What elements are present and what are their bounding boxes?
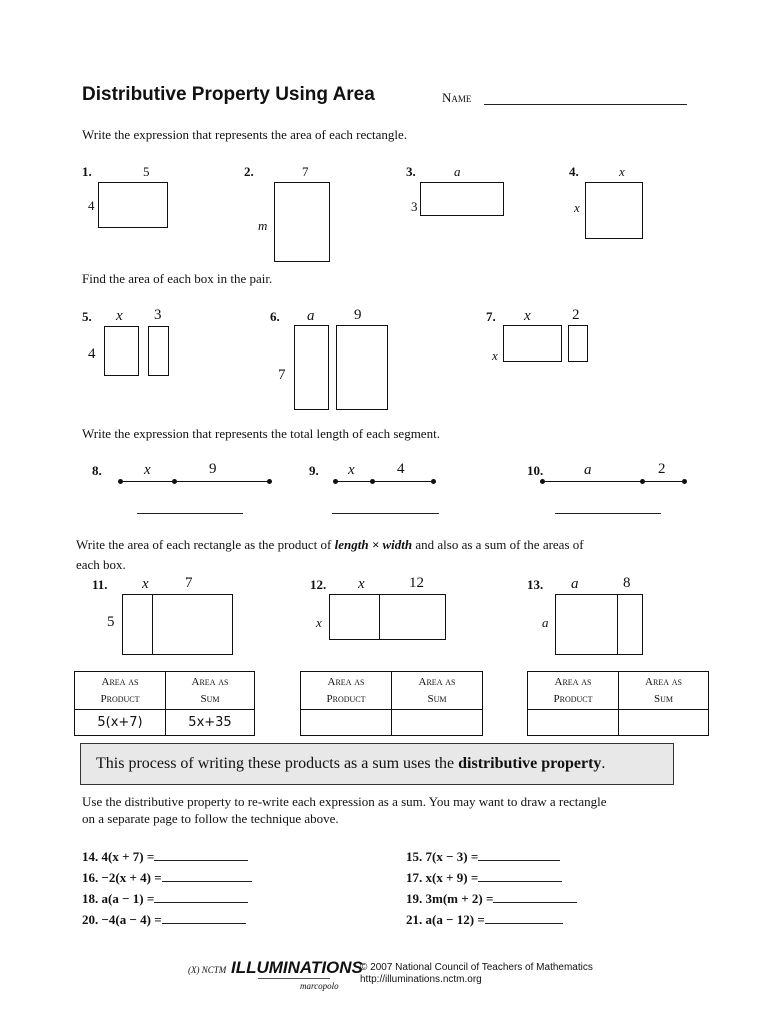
dimension-label: x [619, 164, 625, 179]
answer-line[interactable] [493, 890, 577, 903]
answer-line[interactable] [137, 513, 243, 514]
problem-number: 7. [486, 309, 496, 324]
copyright-text: © 2007 National Council of Teachers of Mathematics [360, 962, 593, 973]
illuminations-logo [188, 958, 363, 978]
segment-point [118, 479, 123, 484]
expression-14: 14. 4(x + 7) = [82, 848, 248, 865]
dimension-label: x [358, 576, 365, 592]
answer-product[interactable] [301, 710, 392, 736]
callout-period: . [601, 755, 606, 772]
rectangle [420, 182, 504, 216]
rectangle [98, 182, 168, 228]
answer-sum[interactable] [619, 710, 709, 736]
instruction-1: Write the expression that represents the area of each rectangle. [82, 127, 408, 142]
header-product: Area as Product [528, 672, 619, 710]
dimension-label: x [524, 308, 531, 324]
rectangle [555, 594, 643, 655]
segment-point [172, 479, 177, 484]
header-sum: Area as Sum [619, 672, 709, 710]
dimension-label: x [316, 615, 322, 630]
expression-18: 18. a(a − 1) = [82, 890, 248, 907]
dimension-label: 2 [572, 307, 580, 323]
answer-line[interactable] [485, 911, 563, 924]
segment-point [640, 479, 645, 484]
answer-line[interactable] [555, 513, 661, 514]
expression-16: 16. −2(x + 4) = [82, 869, 252, 886]
callout-emphasis: distributive property [458, 755, 602, 772]
segment-label: x [144, 462, 151, 478]
box-divider [152, 594, 153, 655]
segment-label: a [584, 462, 592, 478]
problem-number: 2. [244, 164, 254, 179]
answer-line[interactable] [154, 848, 248, 861]
segment-point [333, 479, 338, 484]
footer-url[interactable]: http://illuminations.nctm.org [360, 974, 482, 985]
problem-number: 9. [309, 463, 319, 478]
answer-line[interactable] [154, 890, 248, 903]
copyright [360, 962, 593, 986]
instruction-text: Write the area of each rectangle as the product of [76, 537, 332, 552]
problem-number: 4. [569, 164, 579, 179]
problem-number: 8. [92, 463, 102, 478]
dimension-label: 7 [302, 164, 309, 179]
problem-number: 3. [406, 164, 416, 179]
rectangle [329, 594, 446, 640]
box [503, 325, 562, 362]
dimension-label: x [574, 200, 580, 215]
box [294, 325, 329, 410]
dimension-label: x [142, 576, 149, 592]
box [104, 326, 139, 376]
expression-17: 17. x(x + 9) = [406, 869, 562, 886]
area-table [74, 671, 255, 736]
box-divider [617, 594, 618, 655]
segment-point [267, 479, 272, 484]
dimension-label: 7 [278, 367, 286, 383]
box [148, 326, 169, 376]
answer-line[interactable] [332, 513, 439, 514]
segment-point [431, 479, 436, 484]
instruction-text: and also as a sum of the areas of [415, 537, 584, 552]
header-sum: Area as Sum [166, 672, 255, 710]
logo-text: ILLUMINATIONS [230, 958, 363, 977]
logo-rule [258, 978, 330, 979]
dimension-label: x [492, 348, 498, 363]
name-label: Name [442, 90, 472, 105]
answer-product[interactable]: 5(x+7) [75, 710, 166, 736]
header-product: Area as Product [75, 672, 166, 710]
problem-number: 13. [527, 577, 544, 592]
segment-point [540, 479, 545, 484]
dimension-label: 8 [623, 575, 631, 591]
segment [542, 481, 685, 482]
length-times-width: length × width [334, 537, 413, 552]
segment-point [682, 479, 687, 484]
instruction-4-line2: each box. [76, 557, 126, 572]
page-title: Distributive Property Using Area [82, 84, 375, 105]
dimension-label: 5 [143, 164, 150, 179]
instruction-2: Find the area of each box in the pair. [82, 271, 273, 286]
header-product: Area as Product [301, 672, 392, 710]
segment-point [370, 479, 375, 484]
problem-number: 11. [92, 577, 108, 592]
expression-20: 20. −4(a − 4) = [82, 911, 246, 928]
problem-number: 6. [270, 309, 280, 324]
dimension-label: 5 [107, 614, 115, 630]
problem-number: 1. [82, 164, 92, 179]
dimension-label: m [258, 218, 268, 233]
box [336, 325, 388, 410]
header-sum: Area as Sum [392, 672, 483, 710]
expression-21: 21. a(a − 12) = [406, 911, 563, 928]
dimension-label: a [307, 308, 315, 324]
box-divider [379, 594, 380, 640]
answer-line[interactable] [162, 911, 246, 924]
answer-sum[interactable]: 5x+35 [166, 710, 255, 736]
answer-line[interactable] [478, 848, 560, 861]
segment-label: 9 [209, 461, 217, 477]
answer-sum[interactable] [392, 710, 483, 736]
distributive-property-callout [80, 743, 674, 785]
dimension-label: 3 [411, 199, 418, 214]
marcopolo-label: marcopolo [300, 981, 339, 991]
problem-number: 10. [527, 463, 544, 478]
rectangle [585, 182, 643, 239]
dimension-label: 4 [88, 346, 96, 362]
instruction-4 [76, 537, 584, 553]
segment-label: x [348, 462, 355, 478]
callout-text: This process of writing these products as a sum uses the [96, 755, 455, 772]
box [568, 325, 588, 362]
rectangle [122, 594, 233, 655]
instruction-5-line2: on a separate page to follow the technique above. [82, 811, 339, 826]
dimension-label: 7 [185, 575, 193, 591]
segment-label: 4 [397, 461, 405, 477]
rectangle [274, 182, 330, 262]
dimension-label: a [454, 164, 461, 179]
nctm-mark: (X) NCTM [188, 965, 227, 975]
answer-line[interactable] [162, 869, 252, 882]
area-table [527, 671, 709, 736]
dimension-label: a [542, 615, 549, 630]
instruction-5: Use the distributive property to re-write each expression as a sum. You may want to draw a rectangle [82, 794, 607, 809]
expression-19: 19. 3m(m + 2) = [406, 890, 577, 907]
expression-15: 15. 7(x − 3) = [406, 848, 560, 865]
instruction-3: Write the expression that represents the total length of each segment. [82, 426, 440, 441]
dimension-label: 4 [88, 198, 95, 213]
problem-number: 5. [82, 309, 92, 324]
dimension-label: 9 [354, 307, 362, 323]
problem-number: 12. [310, 577, 327, 592]
name-field[interactable] [484, 104, 687, 105]
segment-label: 2 [658, 461, 666, 477]
dimension-label: x [116, 308, 123, 324]
dimension-label: 3 [154, 307, 162, 323]
area-table [300, 671, 483, 736]
dimension-label: 12 [409, 575, 424, 591]
segment [335, 481, 434, 482]
answer-line[interactable] [478, 869, 562, 882]
dimension-label: a [571, 576, 579, 592]
segment [120, 481, 270, 482]
answer-product[interactable] [528, 710, 619, 736]
